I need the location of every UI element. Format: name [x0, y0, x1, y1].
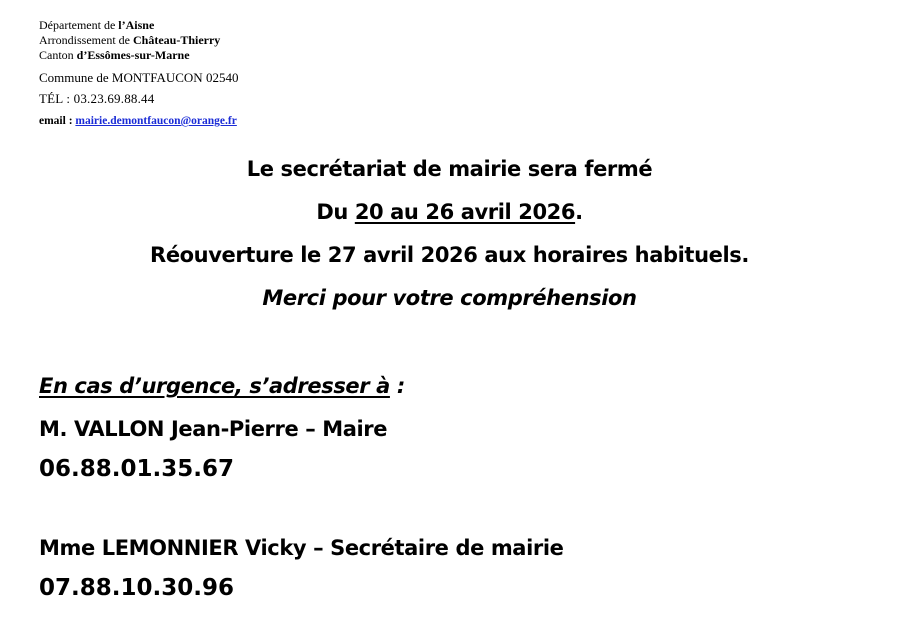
letterhead: [39, 18, 459, 129]
canton-line: [39, 48, 459, 63]
arrondissement-prefix: Arrondissement de: [39, 33, 133, 47]
dates-prefix: Du: [316, 200, 355, 224]
emergency-heading: [39, 374, 879, 398]
closure-dates: 20 au 26 avril 2026: [354, 200, 576, 224]
spacer: [39, 481, 879, 536]
emergency-heading-colon: :: [389, 374, 405, 398]
contact-mayor-name: M. VALLON Jean-Pierre – Maire: [39, 417, 388, 441]
telephone-line: TÉL : 03.23.69.88.44: [39, 91, 155, 106]
closure-notice: [0, 157, 899, 329]
email-link[interactable]: mairie.demontfaucon@orange.fr: [75, 115, 237, 127]
contact-secretary-name: Mme LEMONNIER Vicky – Secrétaire de mairie: [39, 536, 564, 560]
arrondissement-line: [39, 33, 459, 48]
canton-name: d’Essômes-sur-Marne: [76, 48, 190, 62]
notice-line-dates: [0, 200, 899, 224]
email-line: [39, 114, 459, 129]
dates-suffix: .: [575, 200, 583, 224]
contact-secretary-phone: 07.88.10.30.96: [39, 575, 234, 601]
notice-line-thanks: Merci pour votre compréhension: [262, 286, 637, 310]
notice-line-reopening: Réouverture le 27 avril 2026 aux horaires habituels.: [150, 243, 749, 267]
notice-line-closed: Le secrétariat de mairie sera fermé: [246, 157, 653, 181]
email-label: email :: [39, 115, 76, 127]
emergency-heading-text: En cas d’urgence, s’adresser à: [39, 374, 390, 398]
contact-mayor-phone: 06.88.01.35.67: [39, 456, 234, 482]
departement-line: [39, 18, 459, 33]
commune-line: Commune de MONTFAUCON 02540: [39, 70, 239, 85]
departement-prefix: Département de: [39, 18, 119, 32]
departement-name: l’Aisne: [118, 18, 155, 32]
canton-prefix: Canton: [39, 48, 77, 62]
emergency-contacts: [39, 374, 879, 600]
arrondissement-name: Château-Thierry: [132, 33, 221, 47]
